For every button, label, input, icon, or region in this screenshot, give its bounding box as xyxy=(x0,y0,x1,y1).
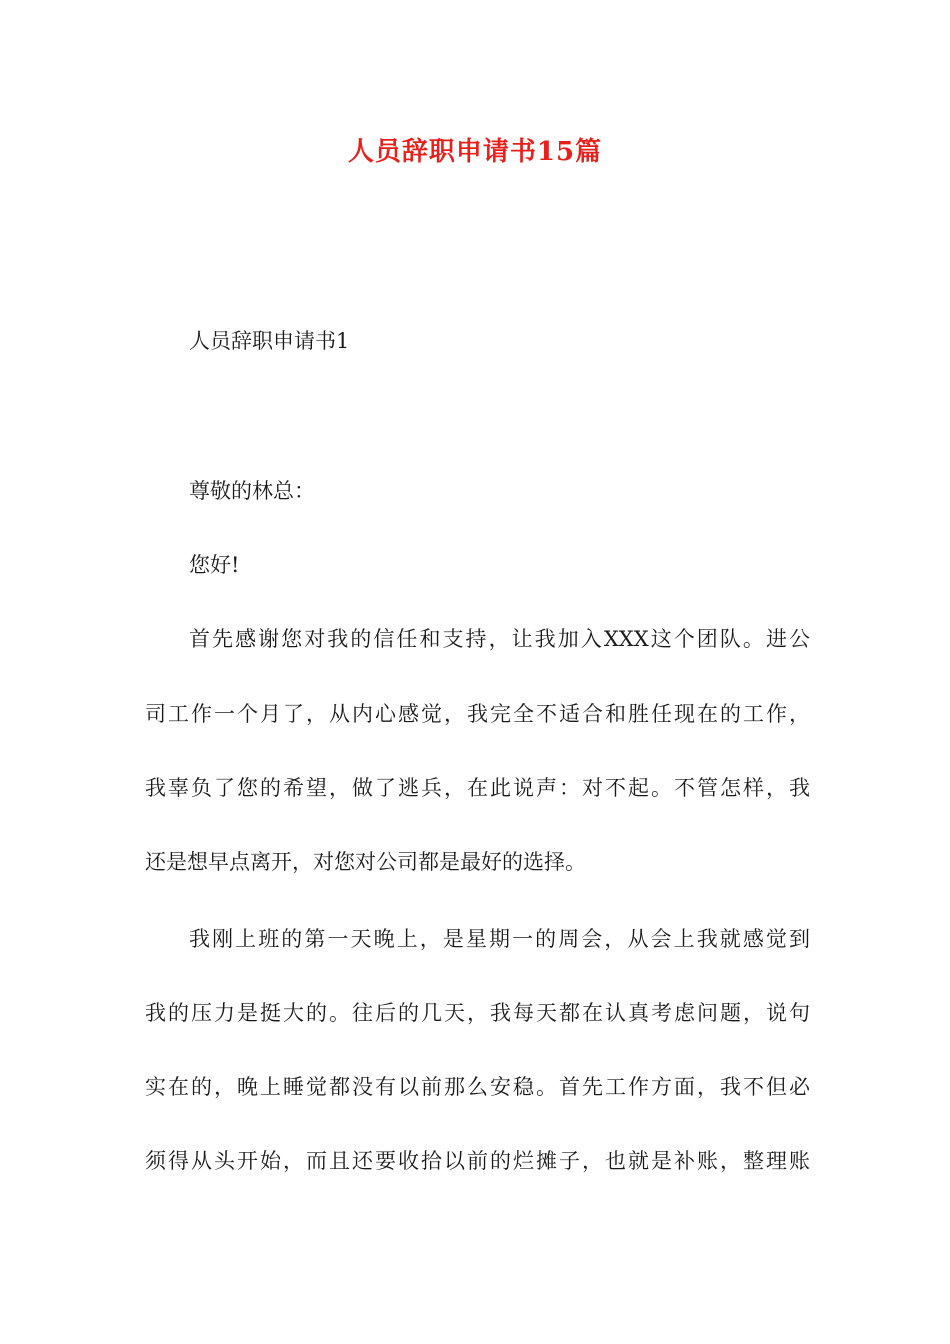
paragraph-1-line-4: 还是想早点离开，对您对公司都是最好的选择。 xyxy=(145,850,586,874)
paragraph-2-line-1: 我刚上班的第一天晚上，是星期一的周会，从会上我就感觉到 xyxy=(189,927,810,951)
paragraph-1-line-2: 司工作一个月了，从内心感觉，我完全不适合和胜任现在的工作， xyxy=(145,702,810,726)
paragraph-2-line-2: 我的压力是挺大的。往后的几天，我每天都在认真考虑问题，说句 xyxy=(145,1001,810,1025)
paragraph-1-line-3: 我辜负了您的希望，做了逃兵，在此说声：对不起。不管怎样，我 xyxy=(145,776,810,800)
greeting: 您好! xyxy=(189,553,240,577)
paragraph-2-line-3: 实在的，晚上睡觉都没有以前那么安稳。首先工作方面，我不但必 xyxy=(145,1075,810,1099)
paragraph-1-line-1: 首先感谢您对我的信任和支持，让我加入XXX这个团队。进公 xyxy=(189,627,810,651)
section-heading: 人员辞职申请书1 xyxy=(189,329,350,353)
paragraph-2-line-4: 须得从头开始，而且还要收拾以前的烂摊子，也就是补账，整理账 xyxy=(145,1149,810,1173)
document-title: 人员辞职申请书15篇 xyxy=(347,137,603,167)
salutation: 尊敬的林总： xyxy=(189,479,315,503)
